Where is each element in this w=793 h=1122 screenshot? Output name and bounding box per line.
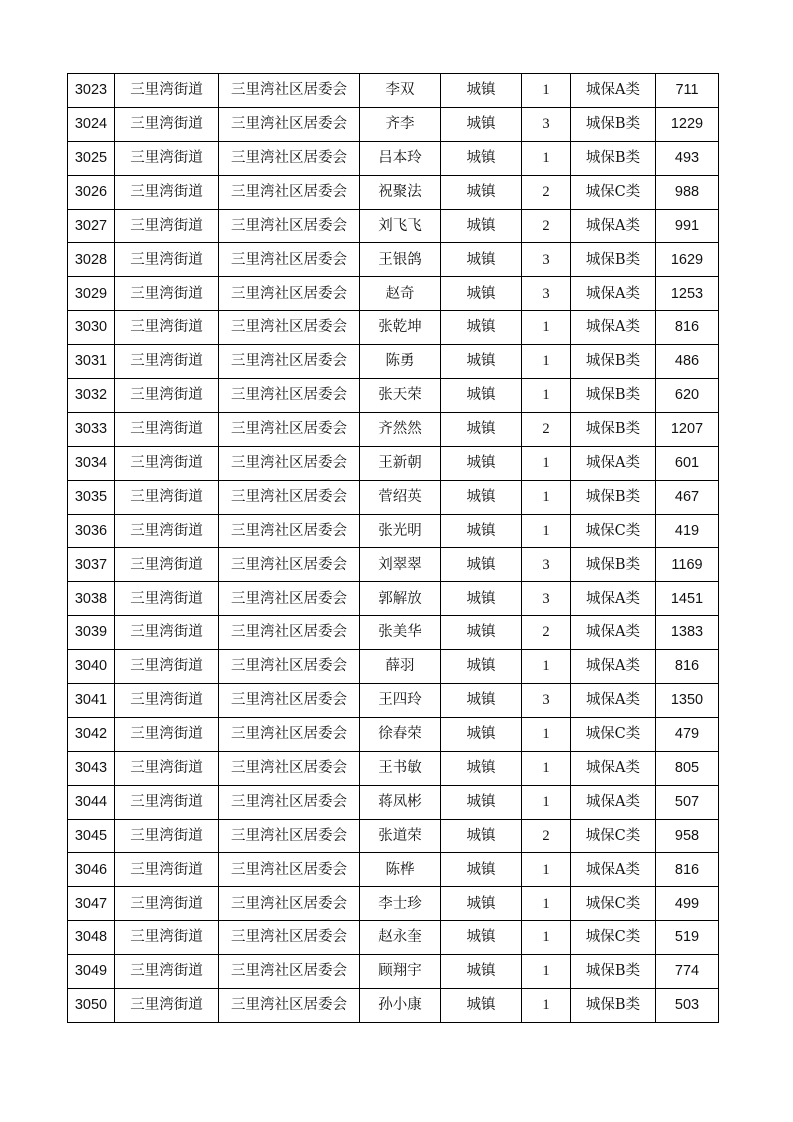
- street-cell: 三里湾街道: [115, 480, 219, 514]
- committee-cell: 三里湾社区居委会: [219, 989, 360, 1023]
- record-id-cell: 3025: [68, 141, 115, 175]
- area-type-cell: 城镇: [441, 955, 522, 989]
- area-type-cell: 城镇: [441, 74, 522, 108]
- table-row: [68, 819, 719, 853]
- amount-cell: 519: [656, 921, 719, 955]
- area-type-cell: 城镇: [441, 277, 522, 311]
- persons-cell: 1: [522, 785, 571, 819]
- committee-cell: 三里湾社区居委会: [219, 345, 360, 379]
- table-row: [68, 412, 719, 446]
- record-id-cell: 3031: [68, 345, 115, 379]
- record-id-cell: 3049: [68, 955, 115, 989]
- persons-cell: 1: [522, 345, 571, 379]
- persons-cell: 3: [522, 548, 571, 582]
- area-type-cell: 城镇: [441, 412, 522, 446]
- street-cell: 三里湾街道: [115, 887, 219, 921]
- street-cell: 三里湾街道: [115, 751, 219, 785]
- persons-cell: 1: [522, 379, 571, 413]
- persons-cell: 1: [522, 74, 571, 108]
- amount-cell: 1253: [656, 277, 719, 311]
- street-cell: 三里湾街道: [115, 819, 219, 853]
- street-cell: 三里湾街道: [115, 345, 219, 379]
- street-cell: 三里湾街道: [115, 107, 219, 141]
- category-cell: 城保A类: [571, 751, 656, 785]
- area-type-cell: 城镇: [441, 480, 522, 514]
- record-id-cell: 3047: [68, 887, 115, 921]
- street-cell: 三里湾街道: [115, 141, 219, 175]
- table-row: [68, 74, 719, 108]
- amount-cell: 816: [656, 853, 719, 887]
- persons-cell: 2: [522, 819, 571, 853]
- street-cell: 三里湾街道: [115, 921, 219, 955]
- record-id-cell: 3042: [68, 717, 115, 751]
- record-id-cell: 3045: [68, 819, 115, 853]
- amount-cell: 486: [656, 345, 719, 379]
- street-cell: 三里湾街道: [115, 989, 219, 1023]
- record-id-cell: 3036: [68, 514, 115, 548]
- committee-cell: 三里湾社区居委会: [219, 819, 360, 853]
- street-cell: 三里湾街道: [115, 175, 219, 209]
- name-cell: 徐春荣: [360, 717, 441, 751]
- document-page: [67, 73, 718, 1023]
- amount-cell: 467: [656, 480, 719, 514]
- name-cell: 齐李: [360, 107, 441, 141]
- record-id-cell: 3041: [68, 684, 115, 718]
- name-cell: 王银鸽: [360, 243, 441, 277]
- category-cell: 城保A类: [571, 209, 656, 243]
- record-id-cell: 3037: [68, 548, 115, 582]
- street-cell: 三里湾街道: [115, 446, 219, 480]
- persons-cell: 1: [522, 311, 571, 345]
- name-cell: 张道荣: [360, 819, 441, 853]
- area-type-cell: 城镇: [441, 717, 522, 751]
- amount-cell: 499: [656, 887, 719, 921]
- committee-cell: 三里湾社区居委会: [219, 853, 360, 887]
- area-type-cell: 城镇: [441, 345, 522, 379]
- table-row: [68, 989, 719, 1023]
- persons-cell: 1: [522, 989, 571, 1023]
- name-cell: 王四玲: [360, 684, 441, 718]
- table-row: [68, 209, 719, 243]
- area-type-cell: 城镇: [441, 853, 522, 887]
- committee-cell: 三里湾社区居委会: [219, 209, 360, 243]
- record-id-cell: 3023: [68, 74, 115, 108]
- committee-cell: 三里湾社区居委会: [219, 480, 360, 514]
- amount-cell: 1350: [656, 684, 719, 718]
- street-cell: 三里湾街道: [115, 243, 219, 277]
- name-cell: 陈勇: [360, 345, 441, 379]
- committee-cell: 三里湾社区居委会: [219, 277, 360, 311]
- name-cell: 吕本玲: [360, 141, 441, 175]
- amount-cell: 1383: [656, 616, 719, 650]
- record-id-cell: 3027: [68, 209, 115, 243]
- street-cell: 三里湾街道: [115, 74, 219, 108]
- record-id-cell: 3038: [68, 582, 115, 616]
- record-id-cell: 3050: [68, 989, 115, 1023]
- committee-cell: 三里湾社区居委会: [219, 955, 360, 989]
- table-row: [68, 548, 719, 582]
- table-row: [68, 616, 719, 650]
- street-cell: 三里湾街道: [115, 717, 219, 751]
- category-cell: 城保B类: [571, 480, 656, 514]
- roster-table-body: [68, 74, 719, 1023]
- area-type-cell: 城镇: [441, 446, 522, 480]
- category-cell: 城保B类: [571, 107, 656, 141]
- table-row: [68, 684, 719, 718]
- persons-cell: 2: [522, 209, 571, 243]
- persons-cell: 1: [522, 650, 571, 684]
- area-type-cell: 城镇: [441, 548, 522, 582]
- name-cell: 顾翔宇: [360, 955, 441, 989]
- persons-cell: 2: [522, 616, 571, 650]
- amount-cell: 493: [656, 141, 719, 175]
- area-type-cell: 城镇: [441, 141, 522, 175]
- amount-cell: 620: [656, 379, 719, 413]
- committee-cell: 三里湾社区居委会: [219, 548, 360, 582]
- area-type-cell: 城镇: [441, 379, 522, 413]
- street-cell: 三里湾街道: [115, 650, 219, 684]
- table-row: [68, 345, 719, 379]
- area-type-cell: 城镇: [441, 243, 522, 277]
- persons-cell: 1: [522, 480, 571, 514]
- area-type-cell: 城镇: [441, 819, 522, 853]
- table-row: [68, 514, 719, 548]
- name-cell: 张光明: [360, 514, 441, 548]
- name-cell: 郭解放: [360, 582, 441, 616]
- record-id-cell: 3030: [68, 311, 115, 345]
- name-cell: 陈桦: [360, 853, 441, 887]
- record-id-cell: 3035: [68, 480, 115, 514]
- persons-cell: 3: [522, 684, 571, 718]
- area-type-cell: 城镇: [441, 989, 522, 1023]
- category-cell: 城保C类: [571, 887, 656, 921]
- street-cell: 三里湾街道: [115, 514, 219, 548]
- record-id-cell: 3048: [68, 921, 115, 955]
- name-cell: 赵奇: [360, 277, 441, 311]
- category-cell: 城保B类: [571, 989, 656, 1023]
- committee-cell: 三里湾社区居委会: [219, 107, 360, 141]
- category-cell: 城保B类: [571, 548, 656, 582]
- area-type-cell: 城镇: [441, 751, 522, 785]
- category-cell: 城保C类: [571, 175, 656, 209]
- amount-cell: 503: [656, 989, 719, 1023]
- persons-cell: 3: [522, 277, 571, 311]
- category-cell: 城保B类: [571, 379, 656, 413]
- name-cell: 王书敏: [360, 751, 441, 785]
- area-type-cell: 城镇: [441, 209, 522, 243]
- category-cell: 城保C类: [571, 819, 656, 853]
- name-cell: 李士珍: [360, 887, 441, 921]
- name-cell: 孙小康: [360, 989, 441, 1023]
- street-cell: 三里湾街道: [115, 311, 219, 345]
- amount-cell: 1629: [656, 243, 719, 277]
- table-row: [68, 277, 719, 311]
- name-cell: 齐然然: [360, 412, 441, 446]
- record-id-cell: 3039: [68, 616, 115, 650]
- record-id-cell: 3024: [68, 107, 115, 141]
- table-row: [68, 955, 719, 989]
- record-id-cell: 3034: [68, 446, 115, 480]
- amount-cell: 601: [656, 446, 719, 480]
- amount-cell: 1169: [656, 548, 719, 582]
- amount-cell: 774: [656, 955, 719, 989]
- category-cell: 城保B类: [571, 141, 656, 175]
- category-cell: 城保C类: [571, 717, 656, 751]
- table-row: [68, 480, 719, 514]
- name-cell: 赵永奎: [360, 921, 441, 955]
- name-cell: 蒋凤彬: [360, 785, 441, 819]
- name-cell: 刘翠翠: [360, 548, 441, 582]
- area-type-cell: 城镇: [441, 311, 522, 345]
- committee-cell: 三里湾社区居委会: [219, 446, 360, 480]
- street-cell: 三里湾街道: [115, 853, 219, 887]
- category-cell: 城保A类: [571, 74, 656, 108]
- street-cell: 三里湾街道: [115, 684, 219, 718]
- table-row: [68, 311, 719, 345]
- record-id-cell: 3043: [68, 751, 115, 785]
- category-cell: 城保A类: [571, 446, 656, 480]
- table-row: [68, 650, 719, 684]
- area-type-cell: 城镇: [441, 582, 522, 616]
- table-row: [68, 785, 719, 819]
- name-cell: 张美华: [360, 616, 441, 650]
- committee-cell: 三里湾社区居委会: [219, 311, 360, 345]
- persons-cell: 1: [522, 751, 571, 785]
- street-cell: 三里湾街道: [115, 379, 219, 413]
- name-cell: 菅绍英: [360, 480, 441, 514]
- amount-cell: 988: [656, 175, 719, 209]
- table-row: [68, 243, 719, 277]
- record-id-cell: 3040: [68, 650, 115, 684]
- persons-cell: 2: [522, 412, 571, 446]
- name-cell: 李双: [360, 74, 441, 108]
- area-type-cell: 城镇: [441, 887, 522, 921]
- record-id-cell: 3046: [68, 853, 115, 887]
- amount-cell: 507: [656, 785, 719, 819]
- persons-cell: 3: [522, 582, 571, 616]
- name-cell: 祝聚法: [360, 175, 441, 209]
- area-type-cell: 城镇: [441, 921, 522, 955]
- category-cell: 城保A类: [571, 616, 656, 650]
- table-row: [68, 853, 719, 887]
- street-cell: 三里湾街道: [115, 548, 219, 582]
- street-cell: 三里湾街道: [115, 785, 219, 819]
- category-cell: 城保A类: [571, 277, 656, 311]
- amount-cell: 1451: [656, 582, 719, 616]
- persons-cell: 1: [522, 853, 571, 887]
- table-row: [68, 379, 719, 413]
- committee-cell: 三里湾社区居委会: [219, 582, 360, 616]
- committee-cell: 三里湾社区居委会: [219, 785, 360, 819]
- amount-cell: 479: [656, 717, 719, 751]
- committee-cell: 三里湾社区居委会: [219, 616, 360, 650]
- amount-cell: 958: [656, 819, 719, 853]
- persons-cell: 3: [522, 107, 571, 141]
- name-cell: 张乾坤: [360, 311, 441, 345]
- name-cell: 张天荣: [360, 379, 441, 413]
- amount-cell: 805: [656, 751, 719, 785]
- street-cell: 三里湾街道: [115, 277, 219, 311]
- table-row: [68, 175, 719, 209]
- persons-cell: 1: [522, 921, 571, 955]
- committee-cell: 三里湾社区居委会: [219, 379, 360, 413]
- persons-cell: 3: [522, 243, 571, 277]
- committee-cell: 三里湾社区居委会: [219, 175, 360, 209]
- committee-cell: 三里湾社区居委会: [219, 141, 360, 175]
- category-cell: 城保B类: [571, 955, 656, 989]
- area-type-cell: 城镇: [441, 616, 522, 650]
- name-cell: 薛羽: [360, 650, 441, 684]
- table-row: [68, 887, 719, 921]
- committee-cell: 三里湾社区居委会: [219, 412, 360, 446]
- record-id-cell: 3032: [68, 379, 115, 413]
- amount-cell: 816: [656, 650, 719, 684]
- table-row: [68, 107, 719, 141]
- committee-cell: 三里湾社区居委会: [219, 684, 360, 718]
- area-type-cell: 城镇: [441, 684, 522, 718]
- record-id-cell: 3028: [68, 243, 115, 277]
- category-cell: 城保B类: [571, 412, 656, 446]
- roster-table: [67, 73, 719, 1023]
- committee-cell: 三里湾社区居委会: [219, 717, 360, 751]
- name-cell: 刘飞飞: [360, 209, 441, 243]
- committee-cell: 三里湾社区居委会: [219, 243, 360, 277]
- street-cell: 三里湾街道: [115, 955, 219, 989]
- committee-cell: 三里湾社区居委会: [219, 887, 360, 921]
- area-type-cell: 城镇: [441, 107, 522, 141]
- area-type-cell: 城镇: [441, 785, 522, 819]
- category-cell: 城保A类: [571, 853, 656, 887]
- category-cell: 城保A类: [571, 311, 656, 345]
- record-id-cell: 3033: [68, 412, 115, 446]
- persons-cell: 2: [522, 175, 571, 209]
- amount-cell: 1229: [656, 107, 719, 141]
- category-cell: 城保A类: [571, 785, 656, 819]
- committee-cell: 三里湾社区居委会: [219, 74, 360, 108]
- persons-cell: 1: [522, 717, 571, 751]
- category-cell: 城保A类: [571, 650, 656, 684]
- category-cell: 城保A类: [571, 582, 656, 616]
- street-cell: 三里湾街道: [115, 412, 219, 446]
- street-cell: 三里湾街道: [115, 616, 219, 650]
- persons-cell: 1: [522, 446, 571, 480]
- category-cell: 城保C类: [571, 514, 656, 548]
- area-type-cell: 城镇: [441, 175, 522, 209]
- amount-cell: 711: [656, 74, 719, 108]
- amount-cell: 419: [656, 514, 719, 548]
- area-type-cell: 城镇: [441, 650, 522, 684]
- persons-cell: 1: [522, 514, 571, 548]
- table-row: [68, 751, 719, 785]
- table-row: [68, 141, 719, 175]
- table-row: [68, 717, 719, 751]
- record-id-cell: 3026: [68, 175, 115, 209]
- category-cell: 城保C类: [571, 921, 656, 955]
- committee-cell: 三里湾社区居委会: [219, 514, 360, 548]
- table-row: [68, 446, 719, 480]
- category-cell: 城保B类: [571, 243, 656, 277]
- record-id-cell: 3044: [68, 785, 115, 819]
- area-type-cell: 城镇: [441, 514, 522, 548]
- amount-cell: 816: [656, 311, 719, 345]
- name-cell: 王新朝: [360, 446, 441, 480]
- category-cell: 城保B类: [571, 345, 656, 379]
- record-id-cell: 3029: [68, 277, 115, 311]
- persons-cell: 1: [522, 955, 571, 989]
- street-cell: 三里湾街道: [115, 582, 219, 616]
- committee-cell: 三里湾社区居委会: [219, 921, 360, 955]
- category-cell: 城保A类: [571, 684, 656, 718]
- table-row: [68, 921, 719, 955]
- committee-cell: 三里湾社区居委会: [219, 650, 360, 684]
- table-row: [68, 582, 719, 616]
- amount-cell: 1207: [656, 412, 719, 446]
- persons-cell: 1: [522, 887, 571, 921]
- amount-cell: 991: [656, 209, 719, 243]
- persons-cell: 1: [522, 141, 571, 175]
- committee-cell: 三里湾社区居委会: [219, 751, 360, 785]
- street-cell: 三里湾街道: [115, 209, 219, 243]
